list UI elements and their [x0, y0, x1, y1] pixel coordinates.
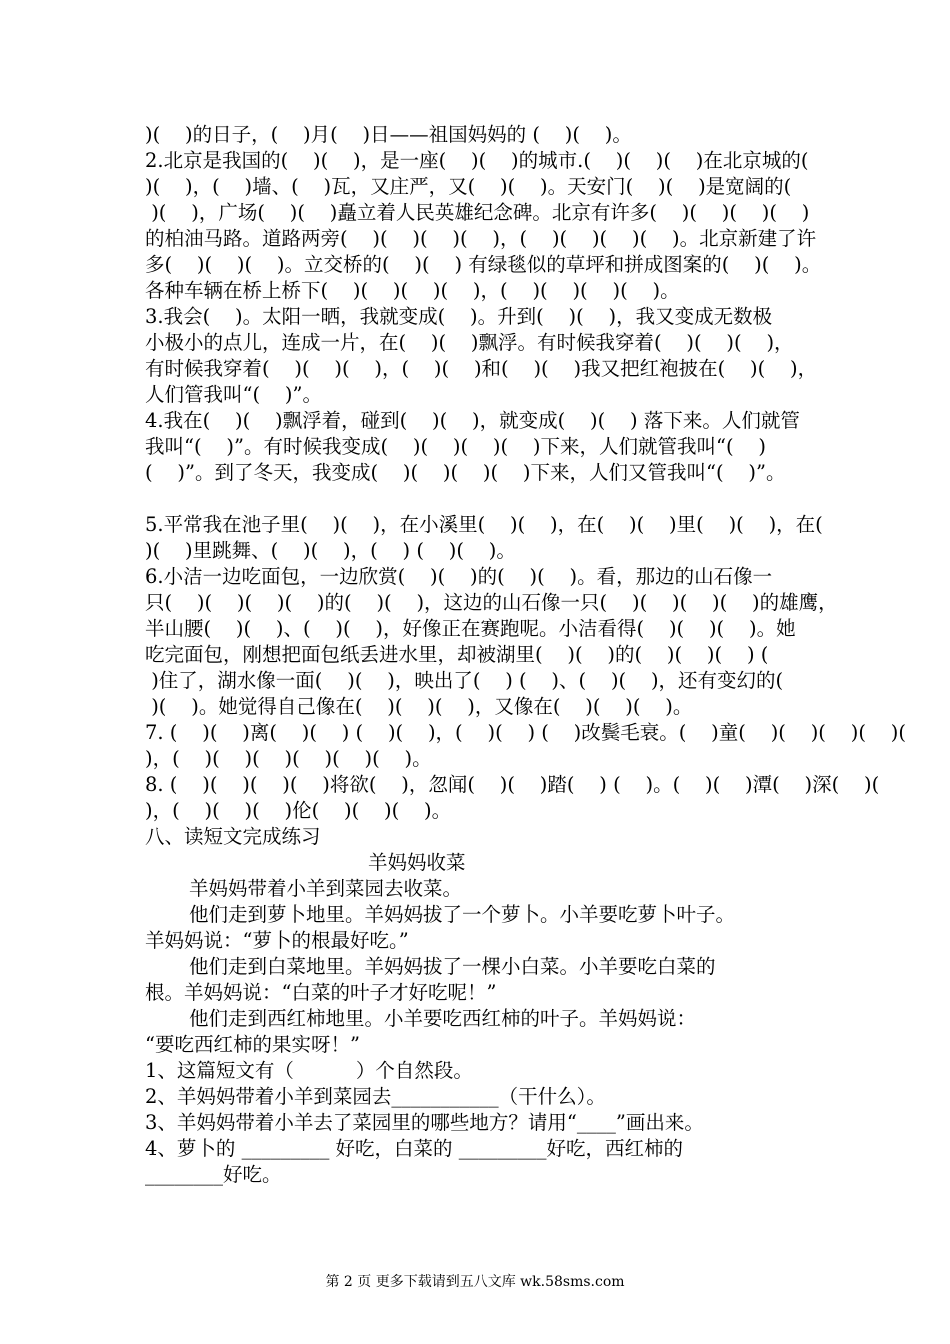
text-line: )，( )( )( )( )( )( )。	[145, 747, 432, 770]
text-line: 7. ( )( )离( )( ) ( )( )，( )( ) ( )改鬓毛衰。( )童( )( )( )( )(	[145, 721, 906, 744]
question-item: 4、萝卜的 _________ 好吃，白菜的 _________好吃，西红柿的	[145, 1137, 684, 1160]
question-item: 1、这篇短文有（ ）个自然段。	[145, 1059, 473, 1082]
question-item: ________好吃。	[145, 1163, 282, 1186]
text-line: )( )。她觉得自己像在( )( )( )，又像在( )( )( )。	[145, 695, 693, 718]
story-paragraph: 他们走到白菜地里。羊妈妈拔了一棵小白菜。小羊要吃白菜的	[189, 955, 716, 978]
question-item: 3、羊妈妈带着小羊去了菜园里的哪些地方？请用“____”画出来。	[145, 1111, 704, 1134]
story-line: 根。羊妈妈说：“白菜的叶子才好吃呢！”	[145, 981, 497, 1004]
text-line: )( )，广场( )( )矗立着人民英雄纪念碑。北京有许多( )( )( )( )	[145, 201, 810, 224]
text-line: 各种车辆在桥上桥下( )( )( )( )，( )( )( )( )。	[145, 279, 680, 302]
text-line: )( )的日子，( )月( )日——祖国妈妈的 ( )( )。	[145, 123, 632, 146]
story-paragraph: 他们走到西红柿地里。小羊要吃西红柿的叶子。羊妈妈说：	[189, 1007, 697, 1030]
text-line: 3.我会( )。太阳一晒，我就变成( )。升到( )( )，我又变成无数极	[145, 305, 773, 328]
text-line: 我叫“( )”。有时候我变成( )( )( )( )下来，人们就管我叫“( )	[145, 435, 766, 458]
text-line: )( )，( )墙、( )瓦，又庄严，又( )( )。天安门( )( )是宽阔的(	[145, 175, 792, 198]
text-line: 4.我在( )( )飘浮着，碰到( )( )，就变成( )( ) 落下来。人们就管	[145, 409, 800, 432]
story-title: 羊妈妈收菜	[368, 851, 466, 874]
blank-line	[145, 486, 825, 512]
text-line: 多( )( )( )。立交桥的( )( ) 有绿毯似的草坪和拼成图案的( )( )。	[145, 253, 822, 276]
text-line: 8. ( )( )( )( )将欲( )，忽闻( )( )踏( ) ( )。( )( )潭( )深( )(	[145, 773, 880, 796]
text-line: 2.北京是我国的( )( )，是一座( )( )的城市.( )( )( )在北京城的(	[145, 149, 809, 172]
text-line: ( )”。到了冬天，我变成( )( )( )( )下来，人们又管我叫“( )”。	[145, 461, 786, 484]
section-heading: 八、读短文完成练习	[145, 825, 321, 848]
worksheet-page	[145, 122, 906, 1188]
text-line: 有时候我穿着( )( )( )，( )( )和( )( )我又把红袍披在( )( )，	[145, 357, 818, 380]
story-paragraph: 羊妈妈带着小羊到菜园去收菜。	[189, 877, 463, 900]
text-line: 6.小洁一边吃面包，一边欣赏( )( )的( )( )。看，那边的山石像一	[145, 565, 773, 588]
story-line: 羊妈妈说：“萝卜的根最好吃。”	[145, 929, 409, 952]
text-line: )住了，湖水像一面( )( )，映出了( ) ( )、( )( )，还有变幻的(	[145, 669, 784, 692]
story-line: “要吃西红柿的果实呀！”	[145, 1033, 360, 1056]
text-line: 的柏油马路。道路两旁( )( )( )( )，( )( )( )( )。北京新建了许	[145, 227, 817, 250]
text-line: )，( )( )( )伦( )( )( )。	[145, 799, 452, 822]
text-line: 半山腰( )( )、( )( )，好像正在赛跑呢。小洁看得( )( )( )。她	[145, 617, 796, 640]
text-line: 小极小的点儿，连成一片，在( )( )飘浮。有时候我穿着( )( )( )，	[145, 331, 794, 354]
question-item: 2、羊妈妈带着小羊到菜园去___________（干什么）。	[145, 1085, 606, 1108]
page-footer: 第 2 页 更多下载请到五八文库 wk.58sms.com	[325, 1274, 625, 1290]
text-line: 只( )( )( )( )的( )( )，这边的山石像一只( )( )( )( )的雄鹰，	[145, 591, 838, 614]
story-paragraph: 他们走到萝卜地里。羊妈妈拔了一个萝卜。小羊要吃萝卜叶子。	[189, 903, 736, 926]
text-line: 人们管我叫“( )”。	[145, 383, 322, 406]
text-line: 5.平常我在池子里( )( )，在小溪里( )( )，在( )( )里( )( )，在(	[145, 513, 823, 536]
text-line: 吃完面包，刚想把面包纸丢进水里，却被湖里( )( )的( )( )( ) (	[145, 643, 769, 666]
text-line: )( )里跳舞、( )( )，( ) ( )( )。	[145, 539, 516, 562]
